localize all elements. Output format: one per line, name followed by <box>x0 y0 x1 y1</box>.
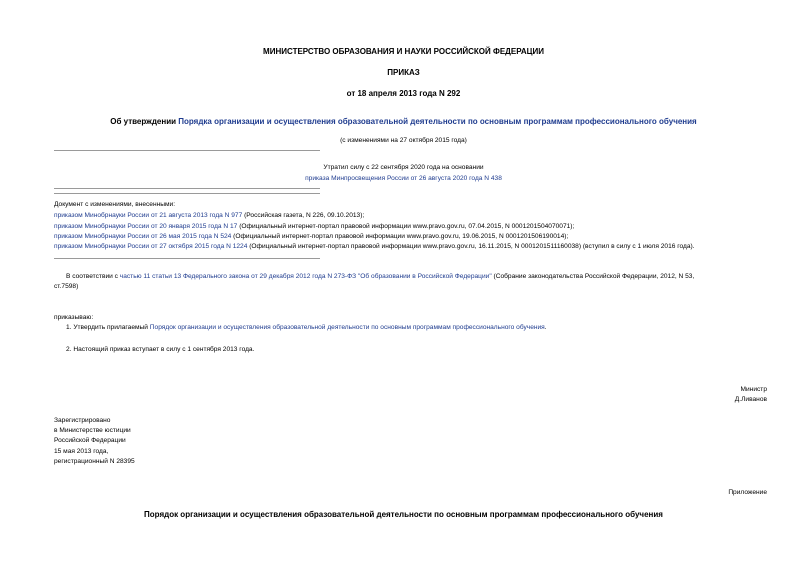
document-title <box>0 117 807 126</box>
change-source: (Официальный интернет-портал правовой информации www.pravo.gov.ru, 19.06.2015, N 0001201506190014); <box>231 233 569 240</box>
appendix-label: Приложение <box>728 489 767 496</box>
changes-heading: Документ с изменениями, внесенными: <box>54 201 176 208</box>
change-source: (Официальный интернет-портал правовой информации www.pravo.gov.ru, 07.04.2015, N 0001201504070071); <box>237 223 575 230</box>
point-1 <box>66 324 547 331</box>
preamble-text-continued: ст.7598) <box>54 283 79 290</box>
preamble-law-link[interactable]: частью 11 статьи 13 Федерального закона от 29 декабря 2012 года N 273-ФЗ "Об образовании в Российской Федерации" <box>119 273 492 280</box>
registration-line: Зарегистрировано <box>54 417 111 424</box>
registration-line: регистрационный N 28395 <box>54 458 135 465</box>
doc-date-number: от 18 апреля 2013 года N 292 <box>346 89 461 98</box>
registration-line: 15 мая 2013 года, <box>54 448 109 455</box>
point-1-prefix: 1. Утвердить прилагаемый <box>66 324 150 331</box>
change-link[interactable]: приказом Минобрнауки России от 27 октября 2015 года N 1224 <box>54 243 248 250</box>
title-prefix: Об утверждении <box>110 117 179 126</box>
divider <box>54 188 320 189</box>
preamble-text <box>66 273 694 280</box>
preamble-suffix: (Собрание законодательства Российской Федерации, 2012, N 53, <box>491 273 695 280</box>
change-link[interactable]: приказом Минобрнауки России от 21 августа 2013 года N 977 <box>54 212 243 219</box>
doc-type: ПРИКАЗ <box>387 68 420 77</box>
ministry-heading: МИНИСТЕРСТВО ОБРАЗОВАНИЯ И НАУКИ РОССИЙСКОЙ ФЕДЕРАЦИИ <box>263 47 544 56</box>
list-item <box>54 223 574 230</box>
registration-line: Российской Федерации <box>54 437 126 444</box>
amendment-note: (с изменениями на 27 октября 2015 года) <box>340 137 467 144</box>
expired-basis <box>0 175 807 182</box>
divider <box>54 193 320 194</box>
expired-line: Утратил силу с 22 сентября 2020 года на основании <box>323 164 484 171</box>
appendix-title: Порядок организации и осуществления образовательной деятельности по основным программам профессионального обучения <box>144 510 663 519</box>
change-source: (Официальный интернет-портал правовой информации www.pravo.gov.ru, 16.11.2015, N 0001201511160038) (вступил в силу с 1 июля 2016 года). <box>247 243 695 250</box>
expired-basis-link[interactable]: приказа Минпросвещения России от 26 августа 2020 года N 438 <box>305 175 502 182</box>
change-link[interactable]: приказом Минобрнауки России от 20 января 2015 года N 17 <box>54 223 238 230</box>
point-1-link[interactable]: Порядок организации и осуществления образовательной деятельности по основным программам профессионального обучения <box>149 324 545 331</box>
list-item <box>54 243 695 250</box>
order-word: приказываю: <box>54 314 94 321</box>
divider <box>54 258 320 259</box>
divider <box>54 150 320 151</box>
signatory-position: Министр <box>740 386 767 393</box>
point-1-suffix: . <box>544 324 547 331</box>
list-item <box>54 233 568 240</box>
point-2: 2. Настоящий приказ вступает в силу с 1 сентября 2013 года. <box>66 346 255 353</box>
signatory-name: Д.Ливанов <box>734 396 767 403</box>
change-link[interactable]: приказом Минобрнауки России от 26 мая 2015 года N 524 <box>54 233 232 240</box>
change-source: (Российская газета, N 226, 09.10.2013); <box>242 212 365 219</box>
preamble-prefix: В соответствии с <box>66 273 120 280</box>
list-item <box>54 212 364 219</box>
title-link[interactable]: Порядка организации и осуществления образовательной деятельности по основным программам профессионального обучения <box>178 117 697 126</box>
registration-line: в Министерстве юстиции <box>54 427 131 434</box>
